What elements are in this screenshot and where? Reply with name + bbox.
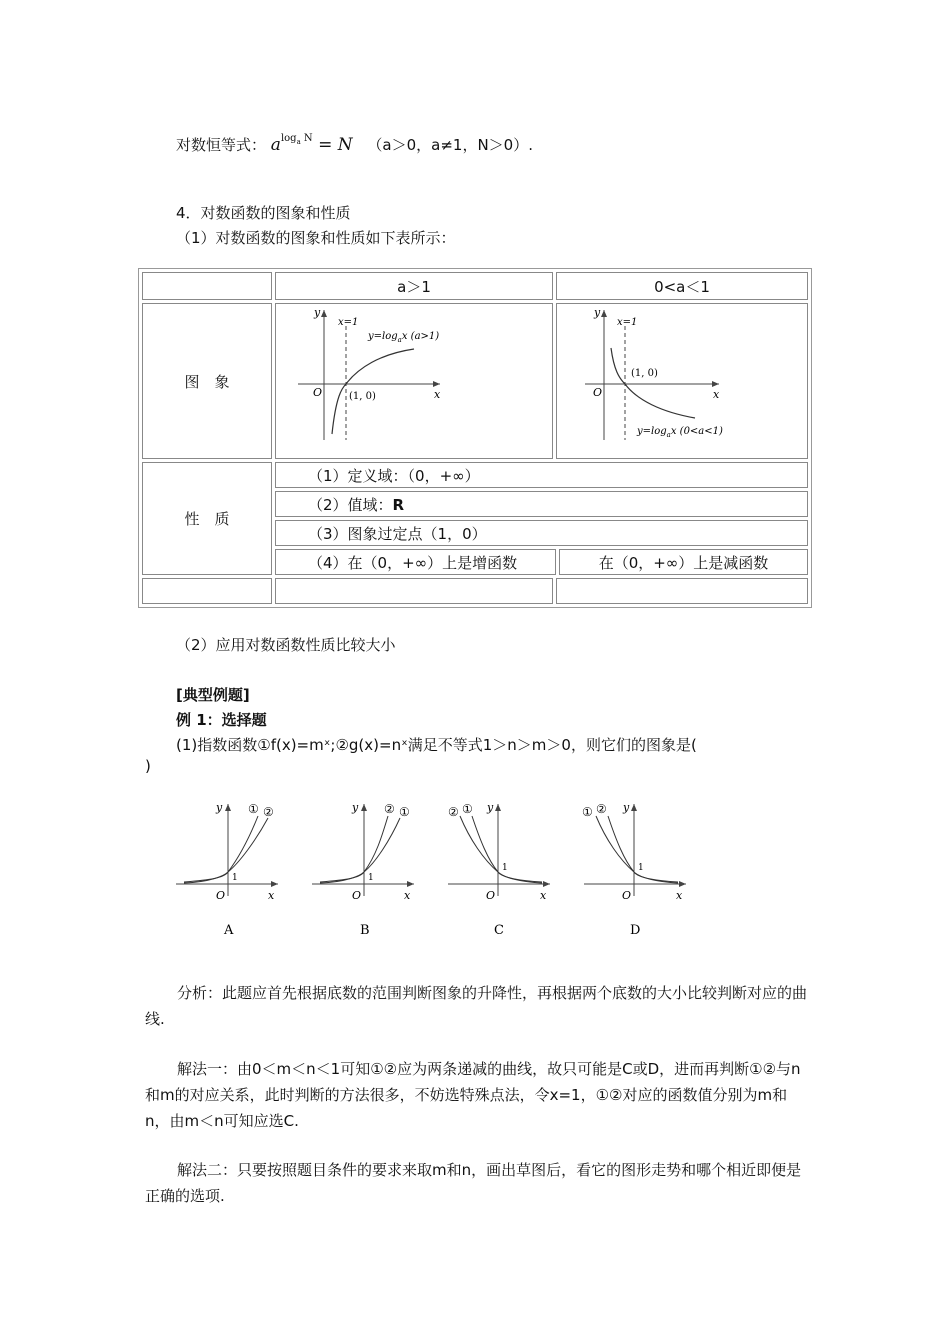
graph1-y-label: y [314,306,321,319]
choice-graph-c [448,801,550,938]
choice-graph-a [176,801,278,938]
prop-range [275,491,808,517]
y-axis-arrow-icon [495,804,501,811]
log-function-table [138,268,812,608]
identity-condition: （a＞0，a≠1，N＞0）. [367,136,533,154]
choice-a-label: A [224,923,234,938]
choice-a-o: O [216,889,226,902]
graph1-curve-tail: x (a>1) [401,331,440,342]
prop-fixed-point: （3）图象过定点（1，0） [275,520,808,546]
curve-2 [460,816,542,883]
graph1-x1-label: x=1 [338,317,359,328]
header-a-gt-1: a＞1 [275,272,553,300]
x-axis-arrow-icon [679,881,686,887]
graph2-x-label: x [713,388,720,401]
choice-graph-d [582,801,686,938]
y-axis-arrow-icon [631,804,637,811]
graph1-origin-label: O [313,386,323,399]
question1-line1: (1)指数函数①f(x)=mˣ;②g(x)=nˣ满足不等式1＞n＞m＞0，则它们的图象是( [176,736,697,754]
prop-decreasing: 在（0，+∞）上是减函数 [559,549,808,575]
graph1-curve-label [367,331,439,344]
choice-d-y: y [623,801,630,814]
choice-d-one: 1 [638,863,644,873]
typical-examples-heading: [典型例题] [176,686,250,704]
curve-1 [320,818,400,883]
example1-title: 例 1：选择题 [176,711,267,729]
graph2-y-label: y [594,306,601,319]
choice-a-x: x [268,889,275,902]
choice-d-c1: ① [582,805,593,819]
row-label-graph: 图 象 [142,303,272,459]
formula-base: a [270,135,281,155]
formula-exp-sub: a [296,138,301,147]
solution1-paragraph: 解法一：由0＜m＜n＜1可知①②应为两条递减的曲线，故只可能是C或D，进而再判断①②与n和m的对应关系，此时判断的方法很多，不妨选特殊点法，令x=1，①②对应的函数值分别为m和n，由m＜n可知应选C. [145,1060,801,1130]
graph2-curve-text: y=log [637,426,667,437]
graph-cell-decreasing [556,303,808,459]
identity-line [176,134,533,155]
table-empty-cell [142,578,272,604]
choice-c-label: C [494,923,504,938]
choice-d-c2: ② [596,802,607,816]
formula-exp-tail: N [300,133,313,145]
graph2-curve-sub: a [666,431,671,439]
x-axis-arrow-icon [433,381,440,387]
x-axis-arrow-icon [543,881,550,887]
formula-exponent [280,133,313,147]
choice-c-o: O [486,889,496,902]
choice-a-c1: ① [248,802,259,816]
curve-1 [596,816,678,883]
choice-c-x: x [540,889,547,902]
graph1-point-label: (1, 0) [349,391,376,402]
y-axis-arrow-icon [225,804,231,811]
table-empty-cell [275,578,553,604]
graph2-origin-label: O [593,386,603,399]
choice-c-y: y [487,801,494,814]
choice-graphs [170,796,710,946]
choice-c-c2: ① [462,802,473,816]
graph2-point-label: (1, 0) [631,368,658,379]
choice-d-label: D [630,923,641,938]
solution2-paragraph: 解法二：只要按照题目条件的要求来取m和n，画出草图后，看它的图形走势和哪个相近即便是正确的选项. [145,1161,802,1205]
choice-graph-b [312,801,414,938]
prop-domain: （1）定义域：（0，+∞） [275,462,808,488]
log-curve-decreasing [611,348,695,418]
choice-c-one: 1 [502,863,508,873]
formula-exp-log: log [280,133,297,145]
table-corner-cell [142,272,272,300]
graph1-x-label: x [434,388,441,401]
choice-b-c2: ① [399,805,410,819]
choice-b-o: O [352,889,362,902]
choice-a-y: y [216,801,223,814]
header-a-lt-1: 0<a＜1 [556,272,808,300]
choice-d-o: O [622,889,632,902]
prop-increasing: （4）在（0，+∞）上是增函数 [275,549,556,575]
question1-line2: ) [145,757,151,775]
y-axis-arrow-icon [601,310,607,317]
choice-b-y: y [352,801,359,814]
prop-range-value: R [392,495,405,514]
graph2-x1-label: x=1 [617,317,638,328]
graph1-curve-text: y=log [368,331,398,342]
y-axis-arrow-icon [361,804,367,811]
table-empty-cell [556,578,808,604]
identity-formula [271,135,353,155]
prop-range-label: （2）值域： [308,495,393,514]
graph2-curve-label [636,426,723,439]
analysis-paragraph: 分析：此题应首先根据底数的范围判断图象的升降性，再根据两个底数的大小比较判断对应的曲线. [145,984,808,1028]
section4-sub1: （1）对数函数的图象和性质如下表所示： [176,229,456,247]
curve-2 [320,816,388,882]
x-axis-arrow-icon [712,381,719,387]
choice-b-c1: ② [384,802,395,816]
formula-rhs: = N [312,135,353,155]
choice-d-x: x [676,889,683,902]
graph-log-increasing [276,304,552,454]
choice-a-one: 1 [232,873,238,883]
x-axis-arrow-icon [271,881,278,887]
graph1-curve-sub: a [397,336,402,344]
choice-b-one: 1 [368,873,374,883]
choice-b-x: x [404,889,411,902]
choice-a-c2: ② [263,805,274,819]
identity-label: 对数恒等式： [176,136,267,154]
row-label-props: 性 质 [142,462,272,575]
graph-log-decreasing [557,304,807,454]
curve-1 [184,816,258,882]
graph2-curve-tail: x (0<a<1) [670,426,723,437]
y-axis-arrow-icon [321,310,327,317]
section4-heading: 4．对数函数的图象和性质 [176,204,351,222]
x-axis-arrow-icon [407,881,414,887]
choice-b-label: B [360,923,370,938]
section4-sub2: （2）应用对数函数性质比较大小 [176,636,396,654]
curve-2 [184,818,268,883]
graph-cell-increasing [275,303,553,459]
choice-c-c1: ② [448,805,459,819]
